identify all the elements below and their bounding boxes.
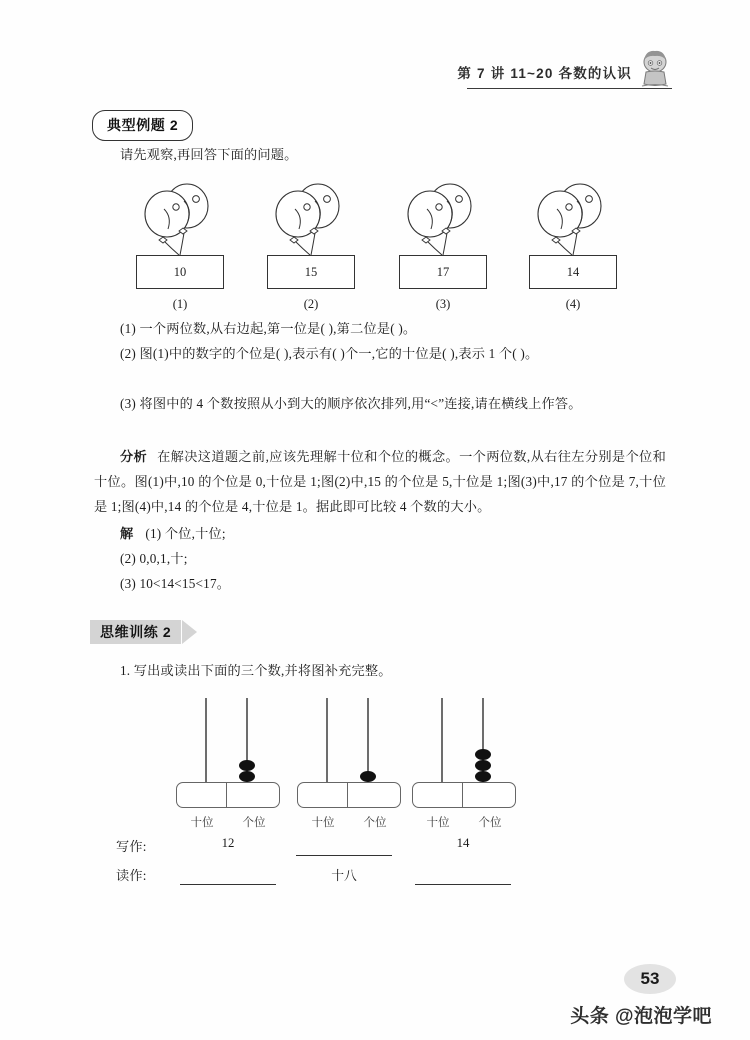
student-mascot-icon [638, 48, 672, 88]
question-3: (3) 将图中的 4 个数按照从小到大的顺序依次排列,用“<”连接,请在横线上作答。 [120, 396, 582, 411]
write-answer-3[interactable]: 14 [456, 836, 470, 850]
abacus-3-divider [462, 783, 463, 807]
balloon-value-box-4: 14 [529, 255, 617, 289]
training-badge-label: 思维训练 2 [90, 620, 181, 644]
abacus-1 [176, 698, 280, 830]
abacus-3-ones-label: 个位 [478, 817, 502, 829]
abacus-2-bead [360, 771, 376, 782]
header-divider [467, 88, 672, 89]
solution-line-2: (2) 0,0,1,十; [120, 551, 188, 566]
write-answer-1[interactable]: 12 [221, 836, 235, 850]
abacus-1-ones-label: 个位 [242, 817, 266, 829]
balloon-figure-4 [507, 183, 639, 312]
balloon-figure-1 [114, 183, 246, 312]
abacus-1-tens-label: 十位 [190, 817, 214, 829]
balloon-value-box-3: 17 [399, 255, 487, 289]
abacus-2-tens-label: 十位 [311, 817, 335, 829]
balloon-figure-row [0, 183, 750, 311]
abacus-3-bead [475, 771, 491, 782]
header-content [457, 48, 672, 88]
abacus-row [0, 698, 750, 838]
abacus-art-1 [176, 698, 280, 810]
abacus-1-divider [226, 783, 227, 807]
read-answer-1[interactable] [180, 865, 276, 885]
badge-arrow-icon [182, 620, 197, 644]
page-header [0, 48, 750, 100]
abacus-3-labels [412, 814, 516, 830]
write-row [116, 836, 546, 865]
abacus-3-base [412, 782, 516, 808]
balloon-caption-4: (4) [565, 297, 581, 311]
balloon-value-box-2: 15 [267, 255, 355, 289]
page-number: 53 [624, 964, 676, 994]
abacus-art-2 [297, 698, 401, 810]
analysis-block [94, 444, 666, 519]
analysis-label: 分析 [120, 449, 148, 464]
balloon-figure-2 [245, 183, 377, 312]
watermark-text: 头条 @泡泡学吧 [570, 1006, 712, 1027]
abacus-2-tens-rod [326, 698, 328, 786]
balloon-pair-icon [507, 183, 639, 255]
read-answer-3[interactable] [415, 865, 511, 885]
write-answer-2[interactable] [296, 836, 392, 856]
abacus-1-bead [239, 771, 255, 782]
example-intro-text: 请先观察,再回答下面的问题。 [120, 147, 298, 162]
solution-block [120, 521, 226, 546]
abacus-2-labels [297, 814, 401, 830]
abacus-art-3 [412, 698, 516, 810]
training-section-badge [90, 620, 197, 644]
read-label: 读作: [116, 868, 147, 883]
abacus-2-ones-label: 个位 [363, 817, 387, 829]
solution-line-1: (1) 个位,十位; [145, 526, 226, 541]
balloon-caption-3: (3) [435, 297, 451, 311]
question-1: (1) 一个两位数,从右边起,第一位是( ),第二位是( )。 [120, 321, 417, 336]
example-section-badge: 典型例题 2 [92, 110, 193, 141]
balloon-caption-2: (2) [303, 297, 319, 311]
abacus-2-divider [347, 783, 348, 807]
analysis-text: 在解决这道题之前,应该先理解十位和个位的概念。一个两位数,从右往左分别是个位和十位。图(1)中,10 的个位是 0,十位是 1;图(2)中,15 的个位是 5,十位是 1;图(3)中,17 的个位是 7,十位是 1;图(4)中,14 的个位是 4,十位是 1。据此即可比较 4 个数的大小。 [94, 449, 666, 514]
balloon-caption-1: (1) [172, 297, 188, 311]
abacus-3-tens-label: 十位 [426, 817, 450, 829]
read-row [116, 865, 546, 894]
chapter-title: 第 7 讲 11~20 各数的认识 [457, 66, 632, 81]
abacus-3-tens-rod [441, 698, 443, 786]
balloon-pair-icon [245, 183, 377, 255]
abacus-2-base [297, 782, 401, 808]
balloon-pair-icon [114, 183, 246, 255]
abacus-3 [412, 698, 516, 830]
question-2: (2) 图(1)中的数字的个位是( ),表示有( )个一,它的十位是( ),表示 1 个( )。 [120, 346, 539, 361]
solution-line-3: (3) 10<14<15<17。 [120, 576, 231, 591]
abacus-1-tens-rod [205, 698, 207, 786]
solution-label: 解 [120, 526, 134, 541]
abacus-1-labels [176, 814, 280, 830]
read-answer-2[interactable]: 十八 [331, 869, 357, 883]
balloon-pair-icon [377, 183, 509, 255]
write-label: 写作: [116, 839, 147, 854]
abacus-2 [297, 698, 401, 830]
abacus-1-bead [239, 760, 255, 771]
balloon-figure-3 [377, 183, 509, 312]
abacus-3-bead [475, 760, 491, 771]
balloon-value-box-1: 10 [136, 255, 224, 289]
write-read-block [116, 836, 546, 894]
training-question-1: 1. 写出或读出下面的三个数,并将图补充完整。 [120, 663, 392, 678]
abacus-1-base [176, 782, 280, 808]
abacus-3-bead [475, 749, 491, 760]
